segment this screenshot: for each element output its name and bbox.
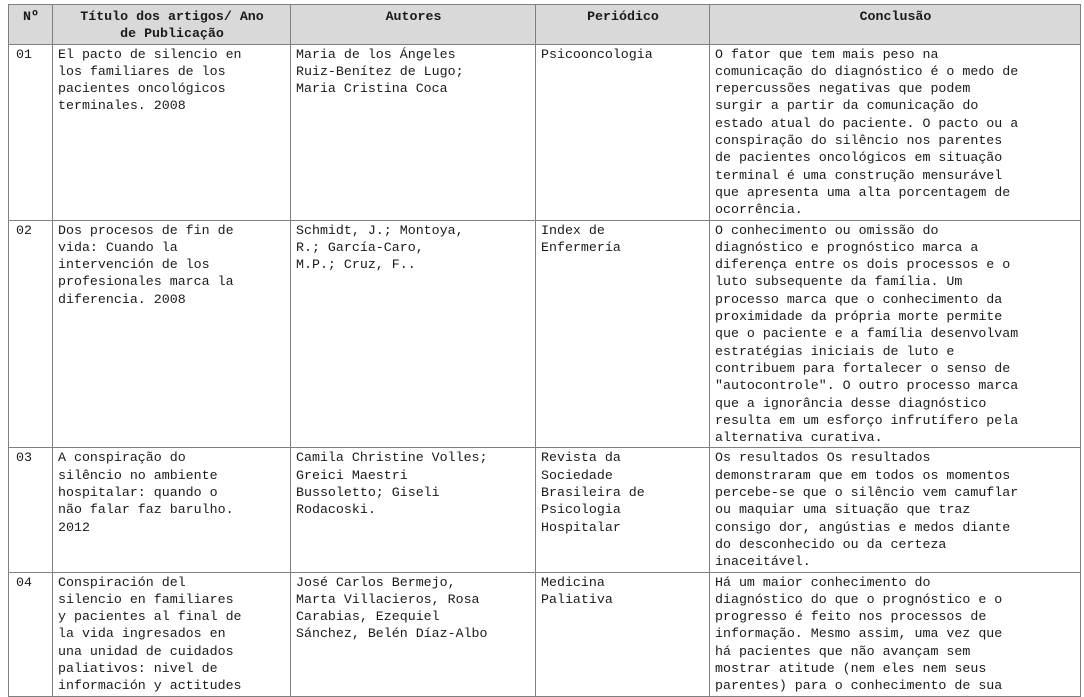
header-number: Nº xyxy=(9,5,53,45)
table-row xyxy=(9,572,1081,696)
articles-table xyxy=(8,4,1081,697)
row-conclusion: O conhecimento ou omissão do diagnóstico e prognóstico marca a diferença entre os dois processos e o luto subsequente da família. Um processo marca que o conhecimento da proximidade da própria morte permite que o paciente e a família desenvolvam estratégias iniciais de luto e contribuem para fortalecer o senso de "autocontrole". O outro processo marca que a ignorância desse diagnóstico resulta em um esforço infrutífero pela alternativa curativa. xyxy=(710,220,1081,448)
row-number: 02 xyxy=(9,220,53,448)
row-conclusion: O fator que tem mais peso na comunicação do diagnóstico é o medo de repercussões negativas que podem surgir a partir da comunicação do estado atual do paciente. O pacto ou a conspiração do silêncio nos parentes de pacientes oncológicos em situação terminal é uma construção mensurável que apresenta uma alta porcentagem de ocorrência. xyxy=(710,44,1081,220)
table-header xyxy=(9,5,1081,45)
table-row xyxy=(9,448,1081,572)
row-journal: Medicina Paliativa xyxy=(536,572,710,696)
table-row xyxy=(9,220,1081,448)
row-journal: Index de Enfermería xyxy=(536,220,710,448)
header-authors: Autores xyxy=(291,5,536,45)
row-number: 04 xyxy=(9,572,53,696)
row-authors: Camila Christine Volles; Greici Maestri Bussoletto; Giseli Rodacoski. xyxy=(291,448,536,572)
header-journal: Periódico xyxy=(536,5,710,45)
row-conclusion: Os resultados Os resultados demonstraram que em todos os momentos percebe-se que o silêncio vem camuflar ou maquiar uma situação que traz consigo dor, angústias e medos diante do desconhecido ou da certeza inaceitável. xyxy=(710,448,1081,572)
row-conclusion: Há um maior conhecimento do diagnóstico do que o prognóstico e o progresso é feito nos processos de informação. Mesmo assim, uma vez que há pacientes que não avançam sem mostrar atitude (nem eles nem seus parentes) para o conhecimento de sua xyxy=(710,572,1081,696)
row-journal: Revista da Sociedade Brasileira de Psicologia Hospitalar xyxy=(536,448,710,572)
header-conclusion: Conclusão xyxy=(710,5,1081,45)
row-title: Conspiración del silencio en familiares y pacientes al final de la vida ingresados en una unidad de cuidados paliativos: nivel de información y actitudes xyxy=(53,572,291,696)
row-number: 03 xyxy=(9,448,53,572)
row-authors: José Carlos Bermejo, Marta Villacieros, Rosa Carabias, Ezequiel Sánchez, Belén Díaz-Albo xyxy=(291,572,536,696)
table-body xyxy=(9,44,1081,696)
header-row xyxy=(9,5,1081,45)
row-authors: Schmidt, J.; Montoya, R.; García-Caro, M.P.; Cruz, F.. xyxy=(291,220,536,448)
row-number: 01 xyxy=(9,44,53,220)
row-journal: Psicooncologia xyxy=(536,44,710,220)
header-title-year: Título dos artigos/ Ano de Publicação xyxy=(53,5,291,45)
row-title: A conspiração do silêncio no ambiente hospitalar: quando o não falar faz barulho. 2012 xyxy=(53,448,291,572)
table-row xyxy=(9,44,1081,220)
row-authors: Maria de los Ángeles Ruiz-Benítez de Lugo; Maria Cristina Coca xyxy=(291,44,536,220)
row-title: Dos procesos de fin de vida: Cuando la intervención de los profesionales marca la diferencia. 2008 xyxy=(53,220,291,448)
row-title: El pacto de silencio en los familiares de los pacientes oncológicos terminales. 2008 xyxy=(53,44,291,220)
